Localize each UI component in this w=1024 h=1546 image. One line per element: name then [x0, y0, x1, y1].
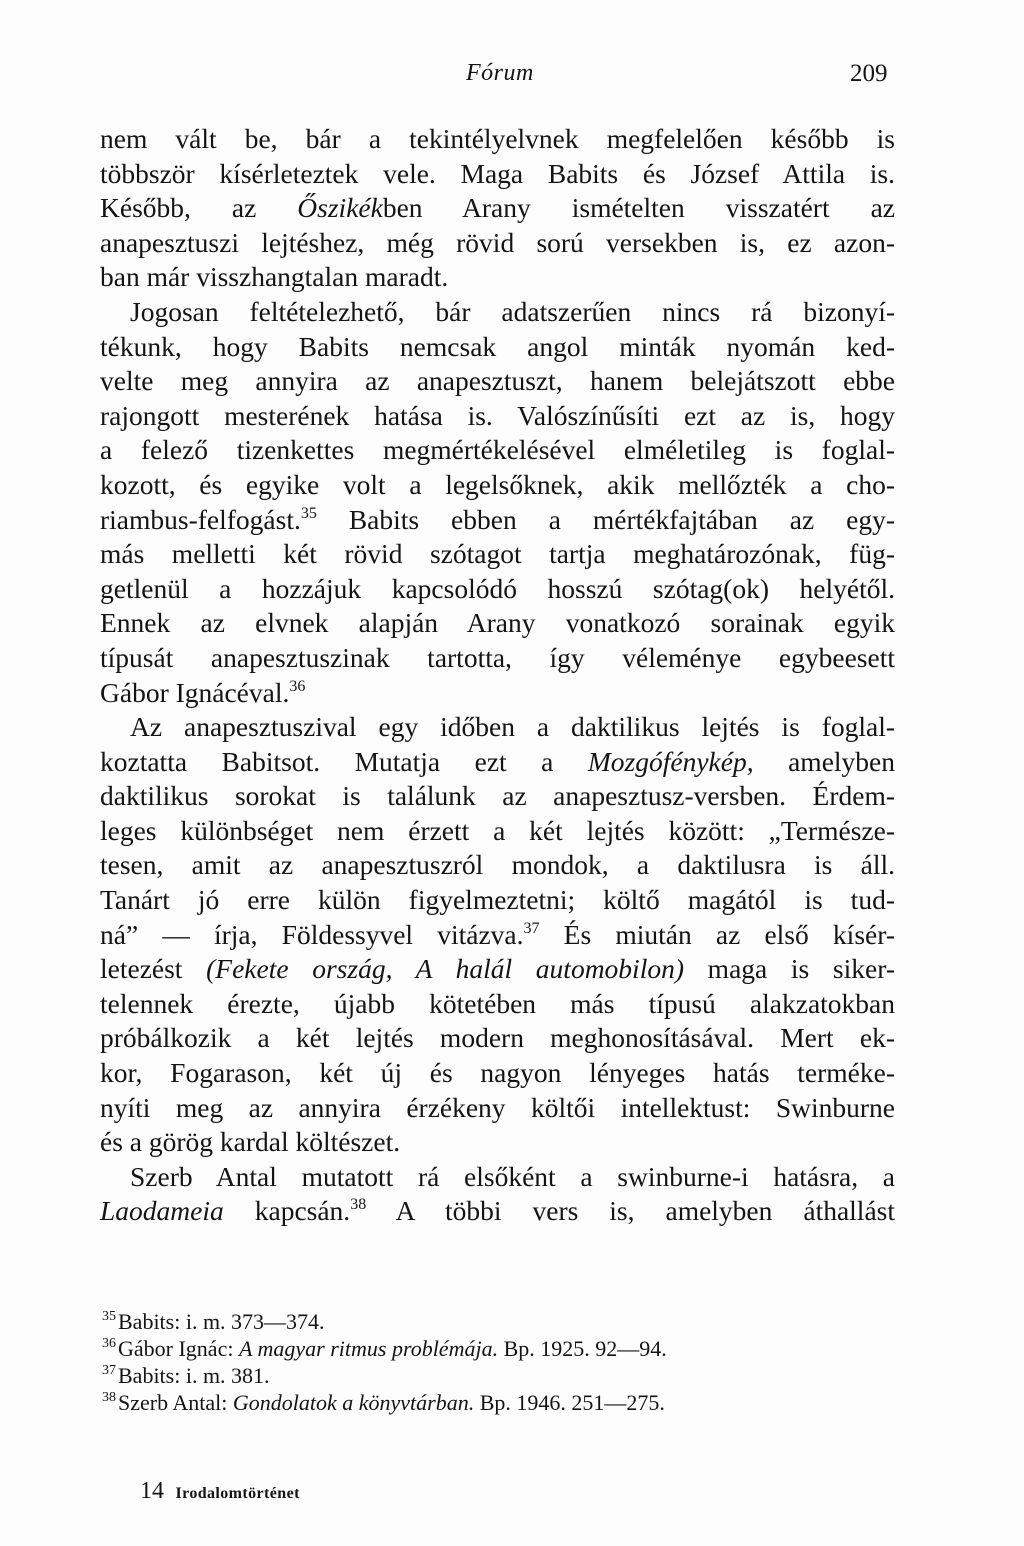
- text-run: ben Arany ismételten visszatért az: [382, 192, 895, 224]
- text-line: [100, 572, 895, 607]
- text-run: Szerb Antal mutatott rá elsőként a swinburne-i hatásra, a: [130, 1160, 895, 1192]
- italic-title: (Fekete ország, A halál automobilon): [206, 953, 684, 985]
- italic-title: Őszikék: [297, 192, 383, 224]
- text-line: [100, 157, 895, 192]
- page-number: 209: [850, 60, 888, 87]
- text-run: Babits ebben a mértékfajtában az egy-: [316, 503, 895, 535]
- text-run: anapesztuszi lejtéshez, még rövid sorú versekben is, ez azon-: [100, 226, 895, 258]
- page-header: [0, 60, 1024, 90]
- text-line: [100, 122, 895, 157]
- footnote-ref: 35: [300, 504, 317, 522]
- text-run: Tanárt jó erre külön figyelmeztetni; költő magától is tud-: [100, 884, 895, 916]
- text-run: Bp. 1925. 92—94.: [498, 1336, 667, 1361]
- text-run: daktilikus sorokat is találunk az anapesztusz-versben. Érdem-: [100, 780, 895, 812]
- running-title: Fórum: [466, 60, 534, 86]
- text-run: Szerb Antal:: [118, 1390, 233, 1415]
- text-line: [100, 399, 895, 434]
- text-line: [100, 433, 895, 468]
- text-run: tékunk, hogy Babits nemcsak angol minták nyomán ked-: [100, 330, 895, 362]
- text-line: [100, 710, 895, 745]
- text-line: [100, 260, 895, 295]
- text-run: tesen, amit az anapesztuszról mondok, a daktilusra is áll.: [100, 849, 895, 881]
- text-run: telennek érezte, újabb kötetében más típusú alakzatokban: [100, 987, 895, 1019]
- signature-label: Irodalomtörténet: [175, 1485, 300, 1502]
- text-run: kapcsán.: [223, 1195, 351, 1227]
- text-run: Bp. 1946. 251—275.: [474, 1390, 665, 1415]
- text-run: Babits: i. m. 373—374.: [118, 1309, 325, 1334]
- text-run: Gábor Ignácéval.: [100, 676, 290, 708]
- text-line: [100, 1021, 895, 1056]
- text-run: Babits: i. m. 381.: [118, 1363, 270, 1388]
- text-line: [100, 987, 895, 1022]
- footnote-ref: 38: [350, 1196, 367, 1214]
- text-run: ná” — írja, Földessyvel vitázva.: [100, 918, 524, 950]
- footnote-ref: 36: [289, 677, 306, 695]
- text-line: [100, 503, 895, 538]
- text-run: próbálkozik a két lejtés modern meghonosításával. Mert ek-: [100, 1022, 895, 1054]
- text-line: [100, 1160, 895, 1195]
- footnote: [102, 1335, 667, 1362]
- text-run: velte meg annyira az anapesztuszt, hanem belejátszott ebbe: [100, 365, 895, 397]
- body-text: [100, 122, 895, 1229]
- text-run: getlenül a hozzájuk kapcsolódó hosszú szótag(ok) helyétől.: [100, 572, 895, 604]
- text-run: nem vált be, bár a tekintélyelvnek megfelelően később is: [100, 123, 895, 154]
- text-run: típusát anapesztuszinak tartotta, így véleménye egybeesett: [100, 641, 895, 673]
- text-run: amelyben: [753, 745, 895, 777]
- text-run: ban már visszhangtalan maradt.: [100, 261, 449, 293]
- text-run: kor, Fogarason, két új és nagyon lényeges hatás terméke-: [100, 1057, 895, 1089]
- text-line: [100, 641, 895, 676]
- text-line: [100, 1056, 895, 1091]
- text-line: [100, 330, 895, 365]
- text-run: A többi vers is, amelyben áthallást: [366, 1195, 895, 1227]
- text-line: [100, 952, 895, 987]
- text-run: maga is siker-: [684, 953, 895, 985]
- footnote-number: 37: [102, 1363, 116, 1378]
- text-line: [100, 468, 895, 503]
- text-line: [100, 537, 895, 572]
- text-line: [100, 191, 895, 226]
- text-run: Gábor Ignác:: [118, 1336, 239, 1361]
- italic-title: Laodameia: [100, 1195, 224, 1227]
- footnote-number: 38: [102, 1390, 116, 1405]
- text-line: [100, 814, 895, 849]
- text-run: letezést: [100, 953, 207, 985]
- text-line: [100, 1125, 895, 1160]
- text-run: Jogosan feltételezhető, bár adatszerűen nincs rá bizonyí-: [130, 295, 895, 327]
- text-line: [100, 848, 895, 883]
- text-run: kozott, és egyike volt a legelsőknek, akik mellőzték a cho-: [100, 468, 895, 500]
- text-line: [100, 745, 895, 780]
- footnote-ref: 37: [523, 919, 540, 937]
- text-run: és a görög kardal költészet.: [100, 1126, 401, 1158]
- italic-title: A magyar ritmus problémája.: [238, 1336, 499, 1361]
- text-run: a felező tizenkettes megmértékelésével elméletileg is foglal-: [100, 434, 895, 466]
- text-line: [100, 779, 895, 814]
- text-run: riambus-felfogást.: [100, 503, 301, 535]
- printer-signature: [140, 1478, 300, 1505]
- text-run: koztatta Babitsot. Mutatja ezt a: [100, 745, 588, 777]
- footnote: [102, 1362, 667, 1389]
- footnote: [102, 1308, 667, 1335]
- text-line: [100, 1194, 895, 1229]
- text-line: [100, 226, 895, 261]
- text-line: [100, 883, 895, 918]
- text-line: [100, 364, 895, 399]
- footnote: [102, 1389, 667, 1416]
- text-run: többször kísérleteztek vele. Maga Babits és József Attila is.: [100, 157, 895, 189]
- text-line: [100, 676, 895, 711]
- text-line: [100, 918, 895, 953]
- text-run: leges különbséget nem érzett a két lejtés között: „Természe-: [100, 814, 895, 846]
- footnote-number: 36: [102, 1336, 116, 1351]
- signature-number: 14: [140, 1478, 164, 1504]
- text-line: [100, 1091, 895, 1126]
- text-run: nyíti meg az annyira érzékeny költői intellektust: Swinburne: [100, 1091, 895, 1123]
- footnote-number: 35: [102, 1309, 116, 1324]
- footnotes: [102, 1308, 667, 1416]
- text-line: [100, 606, 895, 641]
- text-run: Az anapesztuszival egy időben a daktilikus lejtés is foglal-: [130, 711, 895, 743]
- italic-title: Gondolatok a könyvtárban.: [232, 1390, 475, 1415]
- text-run: Ennek az elvnek alapján Arany vonatkozó sorainak egyik: [100, 607, 895, 639]
- italic-title: Mozgófénykép,: [587, 745, 754, 777]
- text-run: És miután az első kísér-: [539, 918, 895, 950]
- text-run: Később, az: [100, 192, 298, 224]
- text-run: rajongott mesterének hatása is. Valószínűsíti ezt az is, hogy: [100, 399, 895, 431]
- text-line: [100, 295, 895, 330]
- text-run: más melletti két rövid szótagot tartja meghatározónak, füg-: [100, 538, 895, 570]
